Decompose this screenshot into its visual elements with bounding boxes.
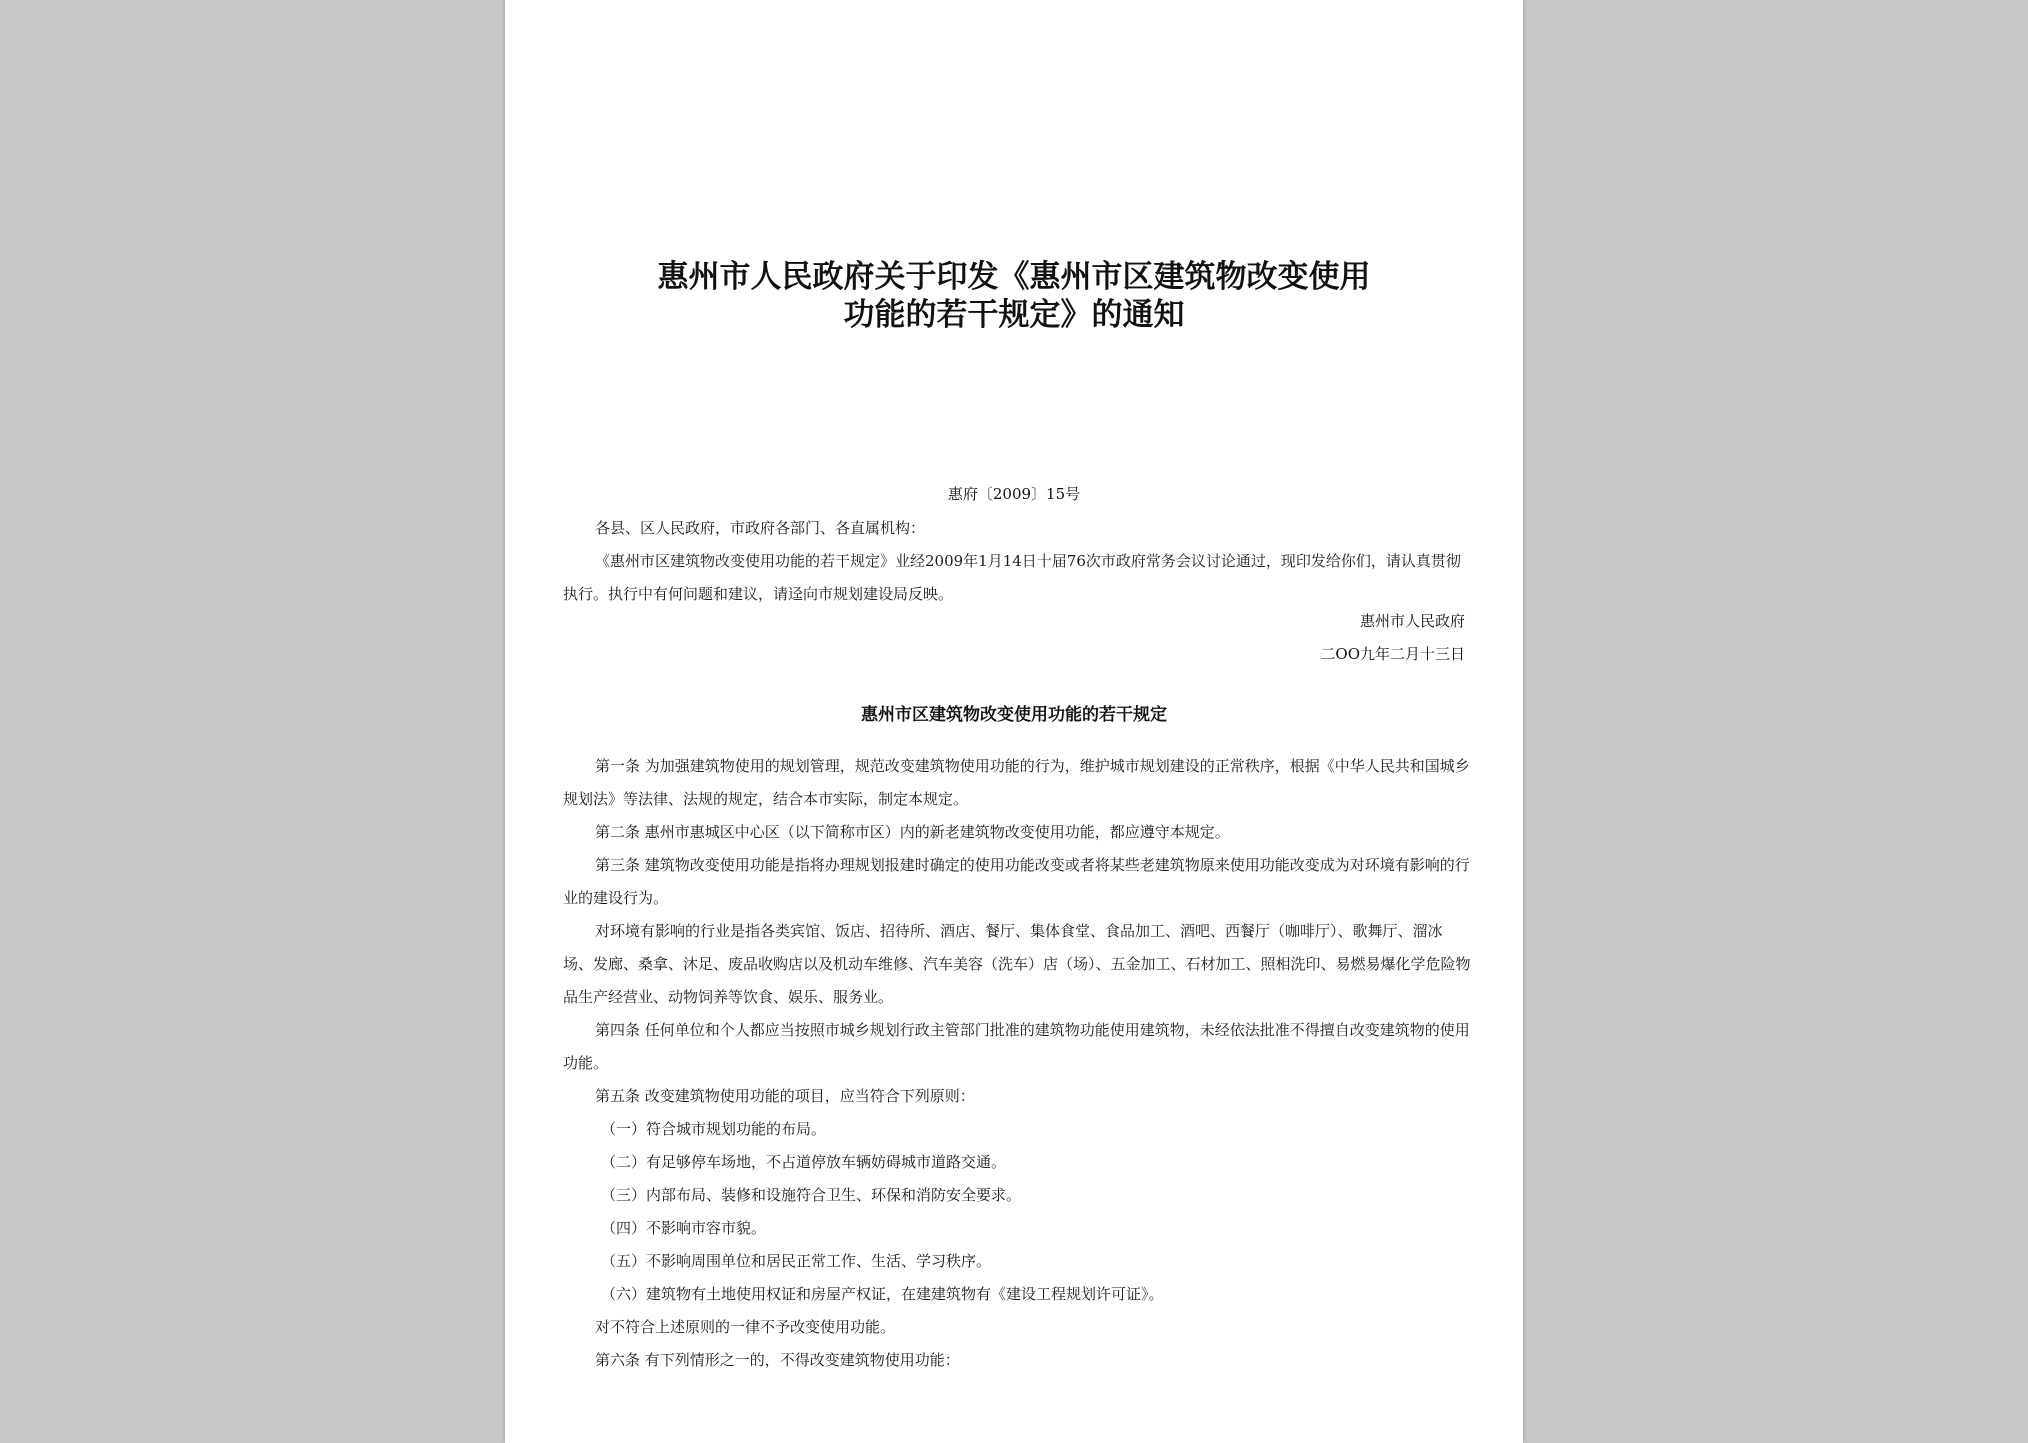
article-paragraph: 第一条 为加强建筑物使用的规划管理，规范改变建筑物使用功能的行为，维护城市规划建设的正常秩序，根据《中华人民共和国城乡规划法》等法律、法规的规定，结合本市实际，制定本规定。	[563, 757, 1470, 808]
addressee: 各县、区人民政府，市政府各部门、各直属机构：	[595, 519, 926, 537]
article-paragraph: 第二条 惠州市惠城区中心区（以下简称市区）内的新老建筑物改变使用功能，都应遵守本规定。	[595, 823, 1230, 841]
document-page	[505, 0, 1523, 1443]
principle-item: （六）建筑物有土地使用权证和房屋产权证，在建建筑物有《建设工程规划许可证》。	[601, 1285, 1164, 1303]
signing-date: 二OO九年二月十三日	[1320, 645, 1465, 663]
principle-item: （二）有足够停车场地，不占道停放车辆妨碍城市道路交通。	[601, 1153, 1007, 1171]
signer-organization: 惠州市人民政府	[1359, 612, 1465, 630]
article-paragraph: 对不符合上述原则的一律不予改变使用功能。	[595, 1318, 896, 1336]
title-line-2: 功能的若干规定》的通知	[843, 297, 1185, 333]
intro-paragraph: 《惠州市区建筑物改变使用功能的若干规定》业经2009年1月14日十届76次市政府常务会议讨论通过，现印发给你们，请认真贯彻执行。执行中有何问题和建议，请迳向市规划建设局反映。	[563, 552, 1461, 603]
principle-item: （四）不影响市容市貌。	[601, 1219, 767, 1237]
regulation-body	[563, 750, 1471, 1377]
regulation-title: 惠州市区建筑物改变使用功能的若干规定	[861, 705, 1167, 725]
article-paragraph: 第三条 建筑物改变使用功能是指将办理规划报建时确定的使用功能改变或者将某些老建筑物原来使用功能改变成为对环境有影响的行业的建设行为。	[563, 856, 1470, 907]
article-paragraph: 第四条 任何单位和个人都应当按照市城乡规划行政主管部门批准的建筑物功能使用建筑物，未经依法批准不得擅自改变建筑物的使用功能。	[563, 1021, 1470, 1072]
principle-item: （三）内部布局、装修和设施符合卫生、环保和消防安全要求。	[601, 1186, 1022, 1204]
title-line-1: 惠州市人民政府关于印发《惠州市区建筑物改变使用	[657, 259, 1371, 295]
article-paragraph: 第五条 改变建筑物使用功能的项目，应当符合下列原则：	[595, 1087, 975, 1105]
document-title	[505, 258, 1523, 334]
article-paragraph: 对环境有影响的行业是指各类宾馆、饭店、招待所、酒店、餐厅、集体食堂、食品加工、酒吧、西餐厅（咖啡厅）、歌舞厅、溜冰场、发廊、桑拿、沐足、废品收购店以及机动车维修、汽车美容（洗车）店（场）、五金加工、石材加工、照相洗印、易燃易爆化学危险物品生产经营业、动物饲养等饮食、娱乐、服务业。	[563, 922, 1471, 1006]
principle-item: （五）不影响周围单位和居民正常工作、生活、学习秩序。	[601, 1252, 992, 1270]
principle-item: （一）符合城市规划功能的布局。	[601, 1120, 827, 1138]
document-number: 惠府〔2009〕15号	[947, 485, 1081, 503]
article-paragraph: 第六条 有下列情形之一的，不得改变建筑物使用功能：	[595, 1351, 960, 1369]
